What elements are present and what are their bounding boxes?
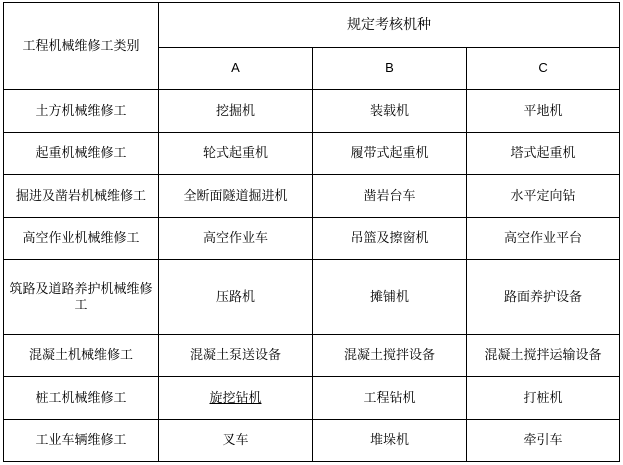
header-category-label: 工程机械维修工类别 <box>4 3 159 90</box>
table-row <box>4 419 620 461</box>
row-value-a: 旋挖钻机 <box>159 377 313 419</box>
row-value-a: 轮式起重机 <box>159 132 313 174</box>
row-value-b: 装载机 <box>313 90 467 132</box>
row-category: 土方机械维修工 <box>4 90 159 132</box>
row-value-c: 水平定向钻 <box>467 175 620 217</box>
row-value-c: 打桩机 <box>467 377 620 419</box>
row-value-c: 路面养护设备 <box>467 259 620 334</box>
table-row <box>4 132 620 174</box>
table-row <box>4 175 620 217</box>
row-value-a: 叉车 <box>159 419 313 461</box>
table-row <box>4 334 620 376</box>
row-category: 工业车辆维修工 <box>4 419 159 461</box>
row-category: 筑路及道路养护机械维修工 <box>4 259 159 334</box>
row-value-c: 高空作业平台 <box>467 217 620 259</box>
row-value-c: 混凝土搅拌运输设备 <box>467 334 620 376</box>
row-value-b: 混凝土搅拌设备 <box>313 334 467 376</box>
row-value-b: 摊铺机 <box>313 259 467 334</box>
row-category: 起重机械维修工 <box>4 132 159 174</box>
row-value-c: 塔式起重机 <box>467 132 620 174</box>
row-category: 掘进及凿岩机械维修工 <box>4 175 159 217</box>
row-value-a: 挖掘机 <box>159 90 313 132</box>
specification-table <box>3 2 620 462</box>
row-value-b: 工程钻机 <box>313 377 467 419</box>
row-category: 桩工机械维修工 <box>4 377 159 419</box>
header-subcolumn-b: B <box>313 47 467 89</box>
row-category: 混凝土机械维修工 <box>4 334 159 376</box>
header-subcolumn-a: A <box>159 47 313 89</box>
row-value-b: 凿岩台车 <box>313 175 467 217</box>
row-value-a: 全断面隧道掘进机 <box>159 175 313 217</box>
row-category: 高空作业机械维修工 <box>4 217 159 259</box>
table-row <box>4 217 620 259</box>
row-value-b: 堆垛机 <box>313 419 467 461</box>
row-value-a: 混凝土泵送设备 <box>159 334 313 376</box>
row-value-a: 压路机 <box>159 259 313 334</box>
header-subcolumn-c: C <box>467 47 620 89</box>
row-value-b: 吊篮及擦窗机 <box>313 217 467 259</box>
row-value-a: 高空作业车 <box>159 217 313 259</box>
row-value-c: 牵引车 <box>467 419 620 461</box>
row-value-c: 平地机 <box>467 90 620 132</box>
table-row <box>4 90 620 132</box>
row-value-b: 履带式起重机 <box>313 132 467 174</box>
table-row <box>4 377 620 419</box>
table-header-row-1 <box>4 3 620 48</box>
header-group-label: 规定考核机种 <box>159 3 620 48</box>
table-row <box>4 259 620 334</box>
